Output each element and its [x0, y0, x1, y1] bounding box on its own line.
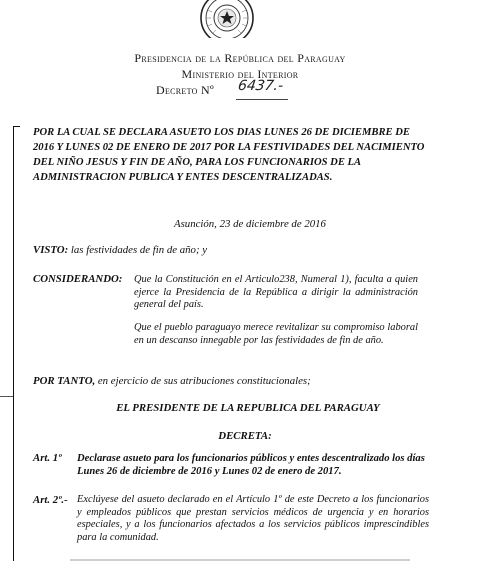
header-presidency: Presidencia de la República del Paraguay — [134, 51, 346, 65]
margin-tick — [0, 396, 13, 397]
por-tanto-clause — [33, 375, 311, 387]
por-tanto-text: en ejercicio de sus atribuciones constitucionales; — [95, 375, 311, 387]
considerando-paragraph: Que el pueblo paraguayo merece revitalizar su compromiso laboral en un descanso innegable por las festividades de fin de año. — [134, 322, 418, 346]
decree-title: POR LA CUAL SE DECLARA ASUETO LOS DIAS LUNES 26 DE DICIEMBRE DE 2016 Y LUNES 02 DE ENERO DE 2017 POR LA FESTIVIDADES DEL NACIMIENTO DEL NIÑO JESUS Y FIN DE AÑO, PARA LOS FUNCIONARIOS DE LA ADMINISTRACION PUBLICA Y ENTES DESCENTRALIZADAS. — [33, 127, 425, 183]
decreto-number: 6437.- — [236, 78, 285, 94]
place-date: Asunción, 23 de diciembre de 2016 — [174, 218, 326, 230]
decreta-heading: DECRETA: — [218, 430, 272, 442]
margin-rule — [13, 126, 14, 561]
considerando-label: CONSIDERANDO: — [33, 273, 123, 285]
article-text: Declarase asueto para los funcionarios públicos y entes descentralizado los días Lunes 26 de diciembre de 2016 y Lunes 02 de enero de 2017. — [77, 453, 425, 477]
cropped-text-line — [70, 556, 410, 561]
article-label: Art. 1º — [33, 452, 62, 464]
decreto-underline — [236, 99, 288, 100]
president-heading: EL PRESIDENTE DE LA REPUBLICA DEL PARAGUAY — [116, 402, 380, 414]
visto-clause — [33, 244, 207, 256]
article-label: Art. 2º.- — [33, 494, 68, 506]
visto-text: las festividades de fin de año; y — [68, 244, 208, 256]
decreto-label: Decreto Nº — [156, 83, 215, 97]
header-ministry: Ministerio del Interior — [181, 67, 299, 81]
national-seal-icon — [199, 0, 255, 38]
visto-label: VISTO: — [33, 244, 69, 256]
considerando-paragraph: Que la Constitución en el Articulo238, Numeral 1), faculta a quien ejerce la Presidencia de la República a dirigir la administración general del país. — [134, 274, 418, 310]
article-text: Exclúyese del asueto declarado en el Artículo 1º de este Decreto a los funcionarios y empleados públicos que prestan servicios médicos de urgencia y en horarios especiales, y a los funcionarios afectados a los servicios públicos imprescindibles para la comunidad. — [77, 494, 429, 543]
por-tanto-label: POR TANTO, — [33, 375, 96, 387]
